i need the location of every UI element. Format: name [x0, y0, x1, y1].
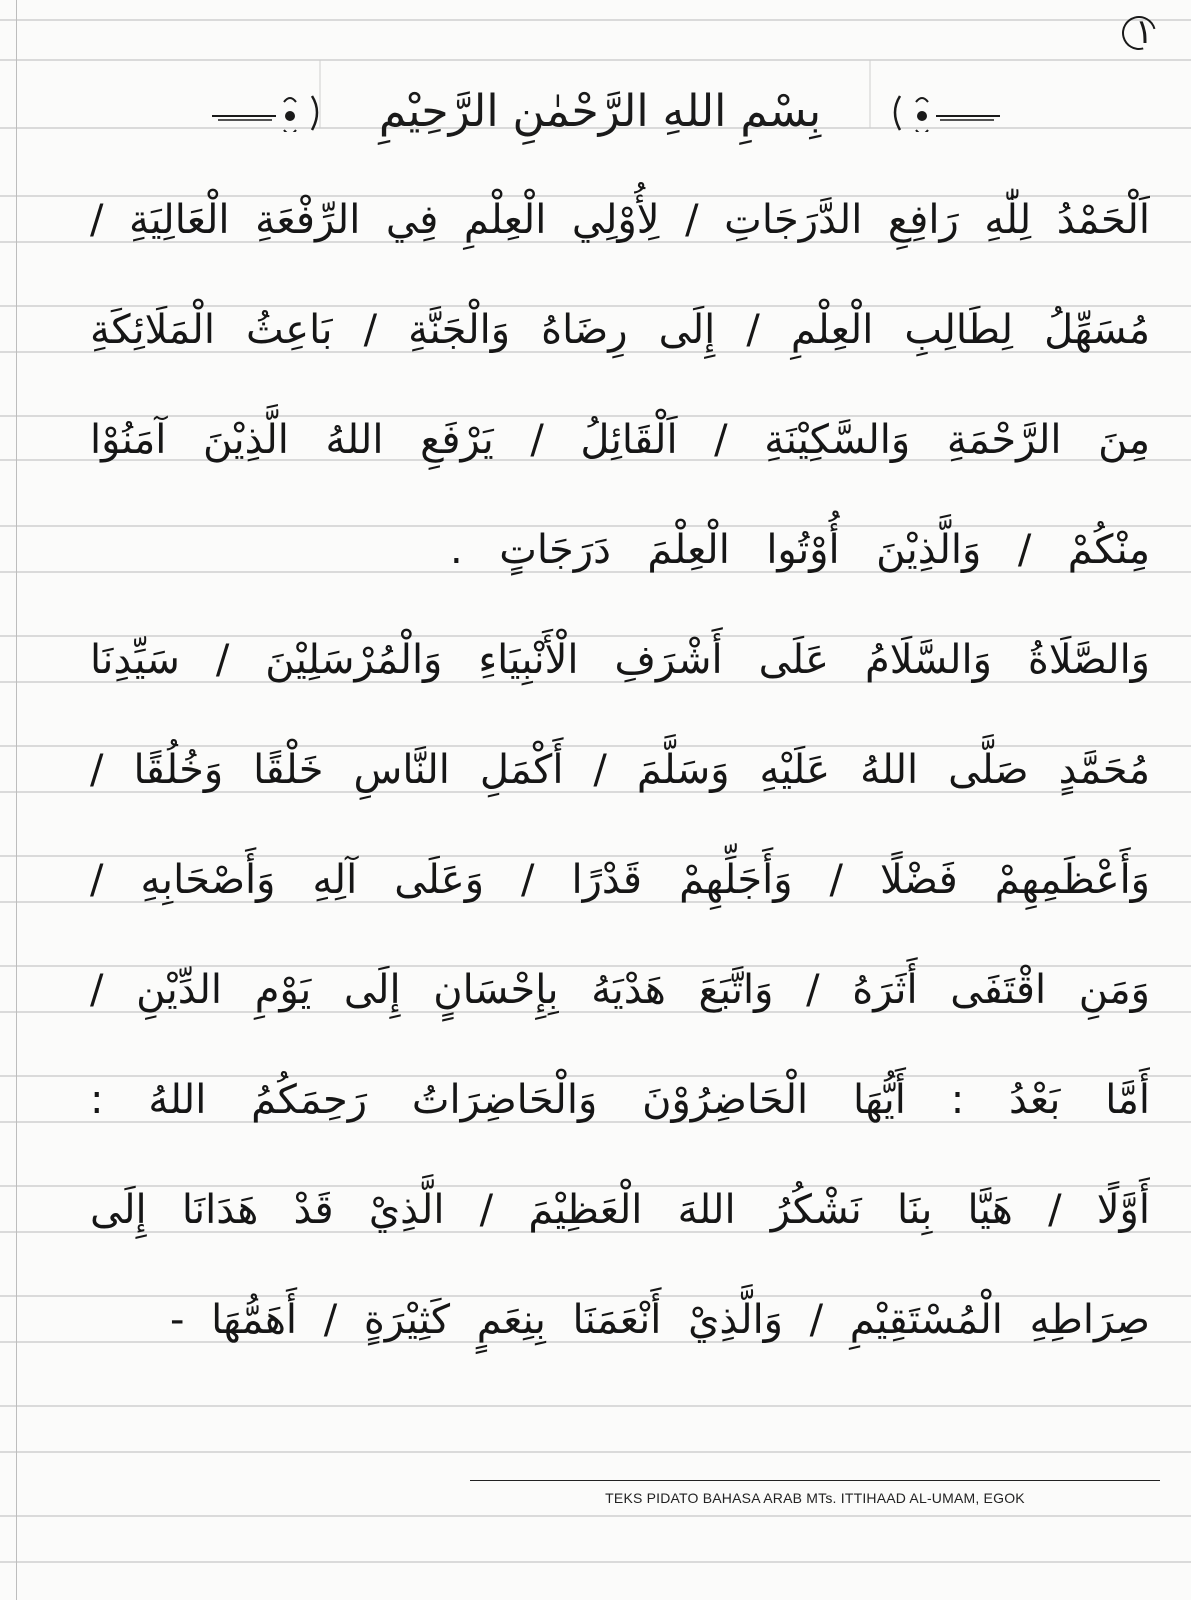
ornament-right-icon — [880, 92, 1000, 132]
text-line: وَالصَّلَاةُ وَالسَّلَامُ عَلَى أَشْرَفِ الْأَنْبِيَاءِ وَالْمُرْسَلِيْنَ / سَيِّدِنَا — [90, 637, 1150, 683]
footer-rule — [470, 1480, 1160, 1481]
text-line: اَلْحَمْدُ لِلّٰهِ رَافِعِ الدَّرَجَاتِ / لِأُوْلِي الْعِلْمِ فِي الرِّفْعَةِ الْعَالِيَةِ / — [90, 197, 1150, 243]
text-line: مُحَمَّدٍ صَلَّى اللهُ عَلَيْهِ وَسَلَّمَ / أَكْمَلِ النَّاسِ خَلْقًا وَخُلُقًا / — [90, 747, 1150, 793]
text-line: مِنَ الرَّحْمَةِ وَالسَّكِيْنَةِ / اَلْقَائِلُ / يَرْفَعِ اللهُ الَّذِيْنَ آمَنُوْا — [90, 417, 1150, 463]
text-line: وَمَنِ اقْتَفَى أَثَرَهُ / وَاتَّبَعَ هَدْيَهُ بِإِحْسَانٍ إِلَى يَوْمِ الدِّيْنِ / — [90, 967, 1150, 1013]
text-line: صِرَاطِهِ الْمُسْتَقِيْمِ / وَالَّذِيْ أَنْعَمَنَا بِنِعَمٍ كَثِيْرَةٍ / أَهَمُّهَا - — [170, 1297, 1150, 1343]
footer-caption: TEKS PIDATO BAHASA ARAB MTs. ITTIHAAD AL-UMAM, EGOK — [605, 1490, 1025, 1506]
bismillah-heading: بِسْمِ اللهِ الرَّحْمٰنِ الرَّحِيْمِ — [378, 86, 822, 137]
ornament-left-icon — [212, 92, 332, 132]
page-number: ١ — [1134, 12, 1154, 52]
text-line: أَوَّلًا / هَيَّا بِنَا نَشْكُرُ اللهَ الْعَظِيْمَ / الَّذِيْ قَدْ هَدَانَا إِلَى — [90, 1187, 1150, 1233]
text-line: وَأَعْظَمِهِمْ فَضْلًا / وَأَجَلِّهِمْ قَدْرًا / وَعَلَى آلِهِ وَأَصْحَابِهِ / — [90, 857, 1150, 903]
text-line: مُسَهِّلُ لِطَالِبِ الْعِلْمِ / إِلَى رِضَاهُ وَالْجَنَّةِ / بَاعِثُ الْمَلَائِكَةِ — [90, 307, 1150, 353]
margin-line — [16, 0, 17, 1600]
text-line: مِنْكُمْ / وَالَّذِيْنَ أُوْتُوا الْعِلْمَ دَرَجَاتٍ . — [450, 527, 1150, 573]
text-line: أَمَّا بَعْدُ : أَيُّهَا الْحَاضِرُوْنَ وَالْحَاضِرَاتُ رَحِمَكُمُ اللهُ : — [90, 1077, 1150, 1123]
